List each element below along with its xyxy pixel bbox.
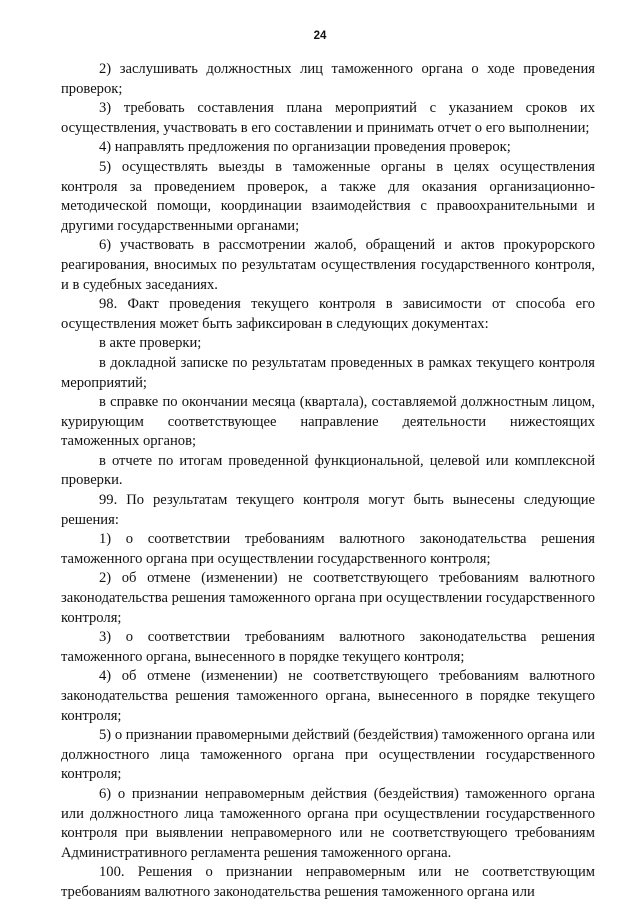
paragraph: в акте проверки; <box>99 335 202 352</box>
paragraph: 5) о признании правомерными действий (бездействия) таможенного органа или должностного лица таможенного органа при осуществлении государственного контроля; <box>61 727 595 783</box>
paragraph: 6) участвовать в рассмотрении жалоб, обращений и актов прокурорского реагирования, вносимых по результатам осуществления государственного контроля, и в судебных заседаниях. <box>61 237 595 293</box>
paragraph: 4) направлять предложения по организации проведения проверок; <box>99 139 511 156</box>
paragraph: в справке по окончании месяца (квартала), составляемой должностным лицом, курирующим соответствующее направление деятельности нижестоящих таможенных органов; <box>61 394 595 450</box>
paragraph: 3) требовать составления плана мероприятий с указанием сроков их осуществления, участвовать в его составлении и принимать отчет о его выполнении; <box>61 100 595 136</box>
paragraph: 4) об отмене (изменении) не соответствующего требованиям валютного законодательства решения таможенного органа, вынесенного в порядке текущего контроля; <box>61 668 595 724</box>
paragraph: 2) об отмене (изменении) не соответствующего требованиям валютного законодательства решения таможенного органа при осуществлении государственного контроля; <box>61 570 595 626</box>
paragraph: 2) заслушивать должностных лиц таможенного органа о ходе проведения проверок; <box>61 61 595 97</box>
page-number: 24 <box>313 30 327 42</box>
paragraph: в отчете по итогам проведенной функциональной, целевой или комплексной проверки. <box>61 452 595 489</box>
paragraph: 1) о соответствии требованиям валютного законодательства решения таможенного органа при осуществлении государственного контроля; <box>61 531 595 567</box>
paragraph: 100. Решения о признании неправомерным или не соответствующим требованиям валютного законодательства решения таможенного органа или <box>61 864 595 900</box>
paragraph: 98. Факт проведения текущего контроля в зависимости от способа его осуществления может быть зафиксирован в следующих документах: <box>61 296 595 332</box>
paragraph: в докладной записке по результатам проведенных в рамках текущего контроля мероприятий; <box>61 354 595 391</box>
paragraph: 99. По результатам текущего контроля могут быть вынесены следующие решения: <box>61 492 595 528</box>
paragraph: 5) осуществлять выезды в таможенные органы в целях осуществления контроля за проведением проверок, а также для оказания организационно-методической помощи, координации взаимодействия с правоохранительными и другими государственными органами; <box>61 158 595 234</box>
paragraph: 6) о признании неправомерным действия (бездействия) таможенного органа или должностного лица таможенного органа при осуществлении государственного контроля при выявлении неправомерного или не соответствующего требованиям Административного регламента решения таможенного органа. <box>61 785 595 861</box>
paragraph: 3) о соответствии требованиям валютного законодательства решения таможенного органа, вынесенного в порядке текущего контроля; <box>61 629 595 665</box>
document-body <box>61 60 595 903</box>
